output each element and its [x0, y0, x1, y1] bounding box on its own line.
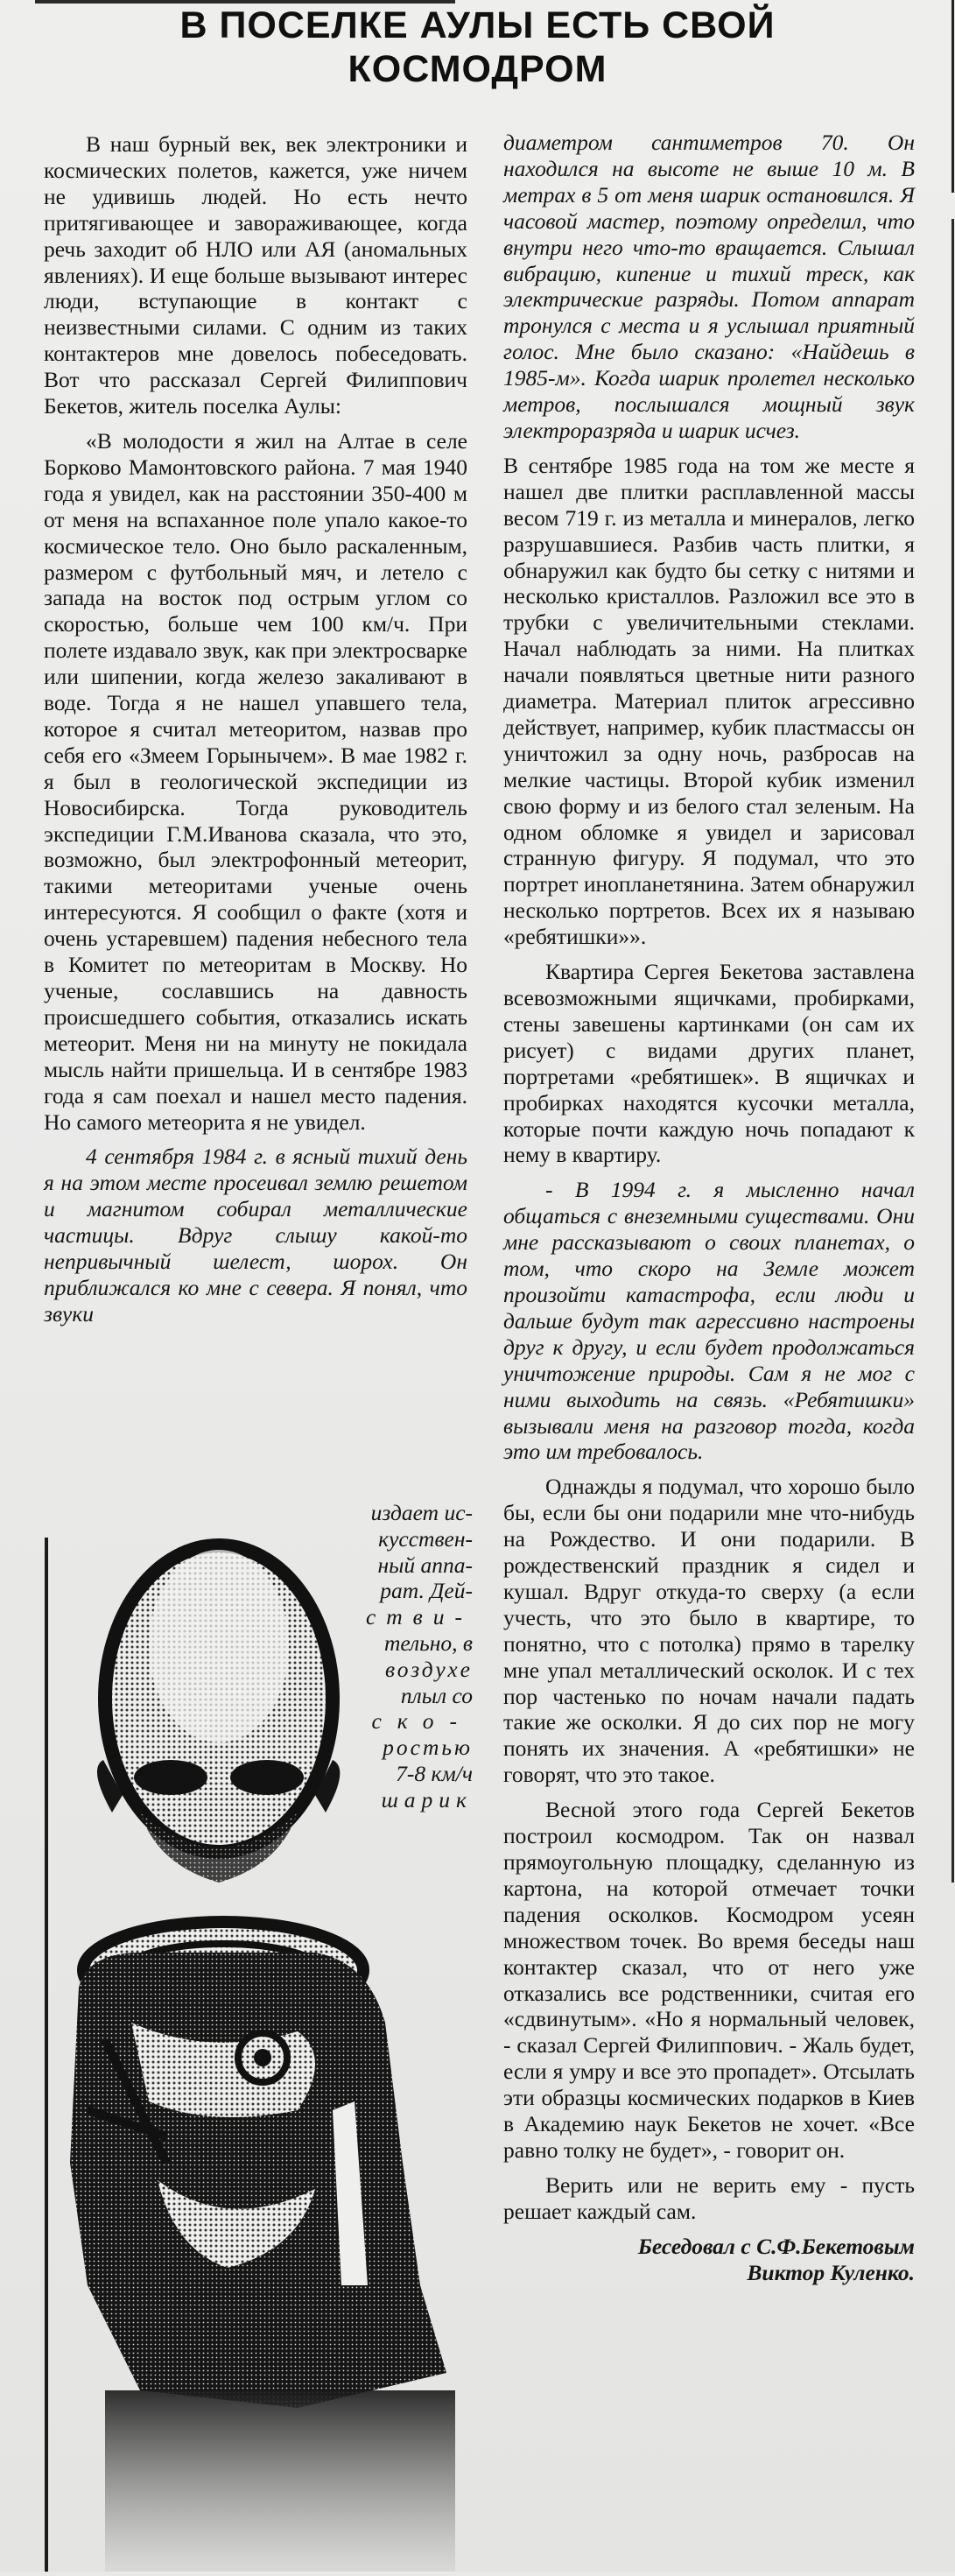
wrap-line: плыл со — [400, 1682, 473, 1708]
column-rule — [951, 219, 954, 1883]
headline-line-1: В ПОСЕЛКЕ АУЛЫ ЕСТЬ СВОЙ — [179, 4, 776, 46]
wrapped-italic-text — [341, 1500, 473, 1813]
body-paragraph: Весной этого года Сергей Бекетов построил космодром. Так он назвал прямоугольную площадку, сделанную из картона, на которой отмечает точки падения осколков. Космодром усеян множеством точек. Во время беседы наш контактер сказал, что от него уже отказались все родственники, считая его «сдвинутым». «Но я нормальный человек, - сказал Сергей Филиппович. - Жаль будет, если я умру и все это пропадет». Отсылать эти образцы космических подарков в Киев в Академию наук Бекетов не хочет. «Все равно толку не будет», - говорит он. — [503, 1797, 915, 2163]
byline-line-2: Виктор Куленко. — [747, 2259, 915, 2285]
byline-line-1: Беседовал с С.Ф.Бекетовым — [637, 2233, 915, 2259]
body-paragraph: Квартира Сергея Бекетова заставлена всевозможными ящичками, пробирками, стены завешены картинками (он сам их рисует) с видами других планет, портретами «ребятишек». В ящичках и пробирках находятся кусочки металла, которые почти каждую ночь попадают к нему в квартиру. — [503, 959, 915, 1168]
wrap-line: шарик — [381, 1786, 473, 1812]
wrap-line: 7-8 км/ч — [396, 1760, 473, 1786]
wrap-line: воздухе — [385, 1656, 473, 1682]
wrap-line: ско- — [371, 1708, 473, 1735]
right-column — [503, 130, 915, 2286]
italic-quote-paragraph: - В 1994 г. я мысленно начал общаться с внеземными существами. Они мне рассказывают о своих планетах, о том, что скоро на Земле может произойти катастрофа, если люди и дальше будут так агрессивно настроены друг к другу, и если будет продолжаться уничтожение природы. Сам я не мог с ними выходить на связь. «Ребятишки» вызывали меня на разговор тогда, когда это им требовалось. — [503, 1177, 915, 1465]
wrap-line: кусствен- — [378, 1525, 473, 1552]
body-paragraph: В сентябре 1985 года на том же месте я нашел две плитки расплавленной массы весом 719 г. из металла и минералов, легко разрушавшиеся. Разбив часть плитки, я обнаружил как будто бы сетку с нитями и несколько кристаллов. Разложил все это в трубки с увеличительными стеклами. Начал наблюдать за ними. На плитках начали появляться цветные нити разного диаметра. Материал плиток агрессивно действует, например, кубик пластмассы он уничтожил за одну ночь, разбросав на мелкие частицы. Второй кубик изменил свою форму и из белого стал зеленым. На одном обломке я увидел и зарисовал странную фигуру. Я подумал, что это портрет инопланетянина. Затем обнаружил несколько портретов. Всех их я называю «ребятишки»». — [503, 452, 916, 950]
wrap-line: стви- — [365, 1604, 473, 1630]
wrap-line: ростью — [383, 1735, 473, 1761]
wrap-line: рат. Дей- — [380, 1578, 473, 1604]
wrap-line: ный аппа- — [377, 1552, 473, 1578]
italic-continuation-paragraph: диаметром сантиметров 70. Он находился на высоте не выше 10 м. В метрах в 5 от меня шарик остановился. Я часовой мастер, поэтому определил, что внутри него что-то вращается. Слышал вибрацию, кипение и тихий треск, как электрические разряды. Потом аппарат тронулся с места и я услышал приятный голос. Мне было сказано: «Найдешь в 1985-м». Когда шарик пролетел несколько метров, послышался мощный звук электроразряда и шарик исчез. — [503, 130, 915, 443]
headline — [0, 4, 955, 91]
italic-paragraph: 4 сентября 1984 г. в ясный тихий день я на этом месте просеивал землю решетом и магнитом собирал металлические частицы. Вдруг слышу какой-то непривычный шелест, шорох. Он приближался ко мне с севера. Я понял, что звуки — [44, 1144, 467, 1327]
closing-paragraph: Верить или не верить ему - пусть решает каждый сам. — [503, 2171, 915, 2224]
headline-line-2: КОСМОДРОМ — [348, 48, 607, 90]
wrap-line: тельно, в — [383, 1629, 473, 1656]
wrap-line: издает ис- — [370, 1500, 473, 1525]
left-column — [44, 131, 467, 1336]
quote-paragraph: «В молодости я жил на Алтае в селе Борково Мамонтовского района. 7 мая 1940 года я увидел, как на расстоянии 350-400 м от меня на вспаханное поле упало какое-то космическое тело. Оно было раскаленным, размером с футбольный мяч, и летело с запада на восток под острым углом со скоростью, больше чем 100 км/ч. При полете издавало звук, как при электросварке или шипении, когда железо закаливают в воде. Тогда я не нашел упавшего тела, которое я считал метеоритом, назвав про себя его «Змеем Горынычем». В мае 1982 г. я был в геологической экспедиции из Новосибирска. Тогда руководитель экспедиции Г.М.Иванова сказала, что это, возможно, был электрофонный метеорит, такими метеоритами ученые очень интересуются. Я сообщил о факте (хотя и очень устаревшем) падения небесного тела в Комитет по метеоритам в Москву. Но ученые, сославшись на давность происшедшего события, отказались искать метеорит. Меня ни на минуту не покидала мысль найти пришельца. И в сентябре 1983 года я сам поехал и нашел место падения. Но самого метеорита я не увидел. — [44, 427, 467, 1135]
intro-paragraph: В наш бурный век, век электроники и космических полетов, кажется, уже ничем не удивишь людей. Но есть нечто притягивающее и завораживающее, когда речь заходит об НЛО или АЯ (аномальных явлениях). И еще больше вызывают интерес люди, вступающие в контакт с неизвестными силами. С одним из таких контактеров мне довелось побеседовать. Вот что рассказал Сергей Филиппович Бекетов, житель поселка Аулы: — [44, 131, 467, 419]
body-paragraph: Однажды я подумал, что хорошо было бы, если бы они подарили мне что-нибудь на Рождество. И они подарили. В рождественский праздник я сидел и кушал. Вдруг откуда-то сверху (а если учесть, что это было в квартире, то понятно, что с потолка) прямо в тарелку мне упал металлический осколок. И с тех пор частенько по ночам начали падать такие же осколки. Я до сих пор не могу понять их значения. А «ребятишки» не говорят, что это такое. — [503, 1474, 915, 1788]
byline — [503, 2234, 915, 2286]
